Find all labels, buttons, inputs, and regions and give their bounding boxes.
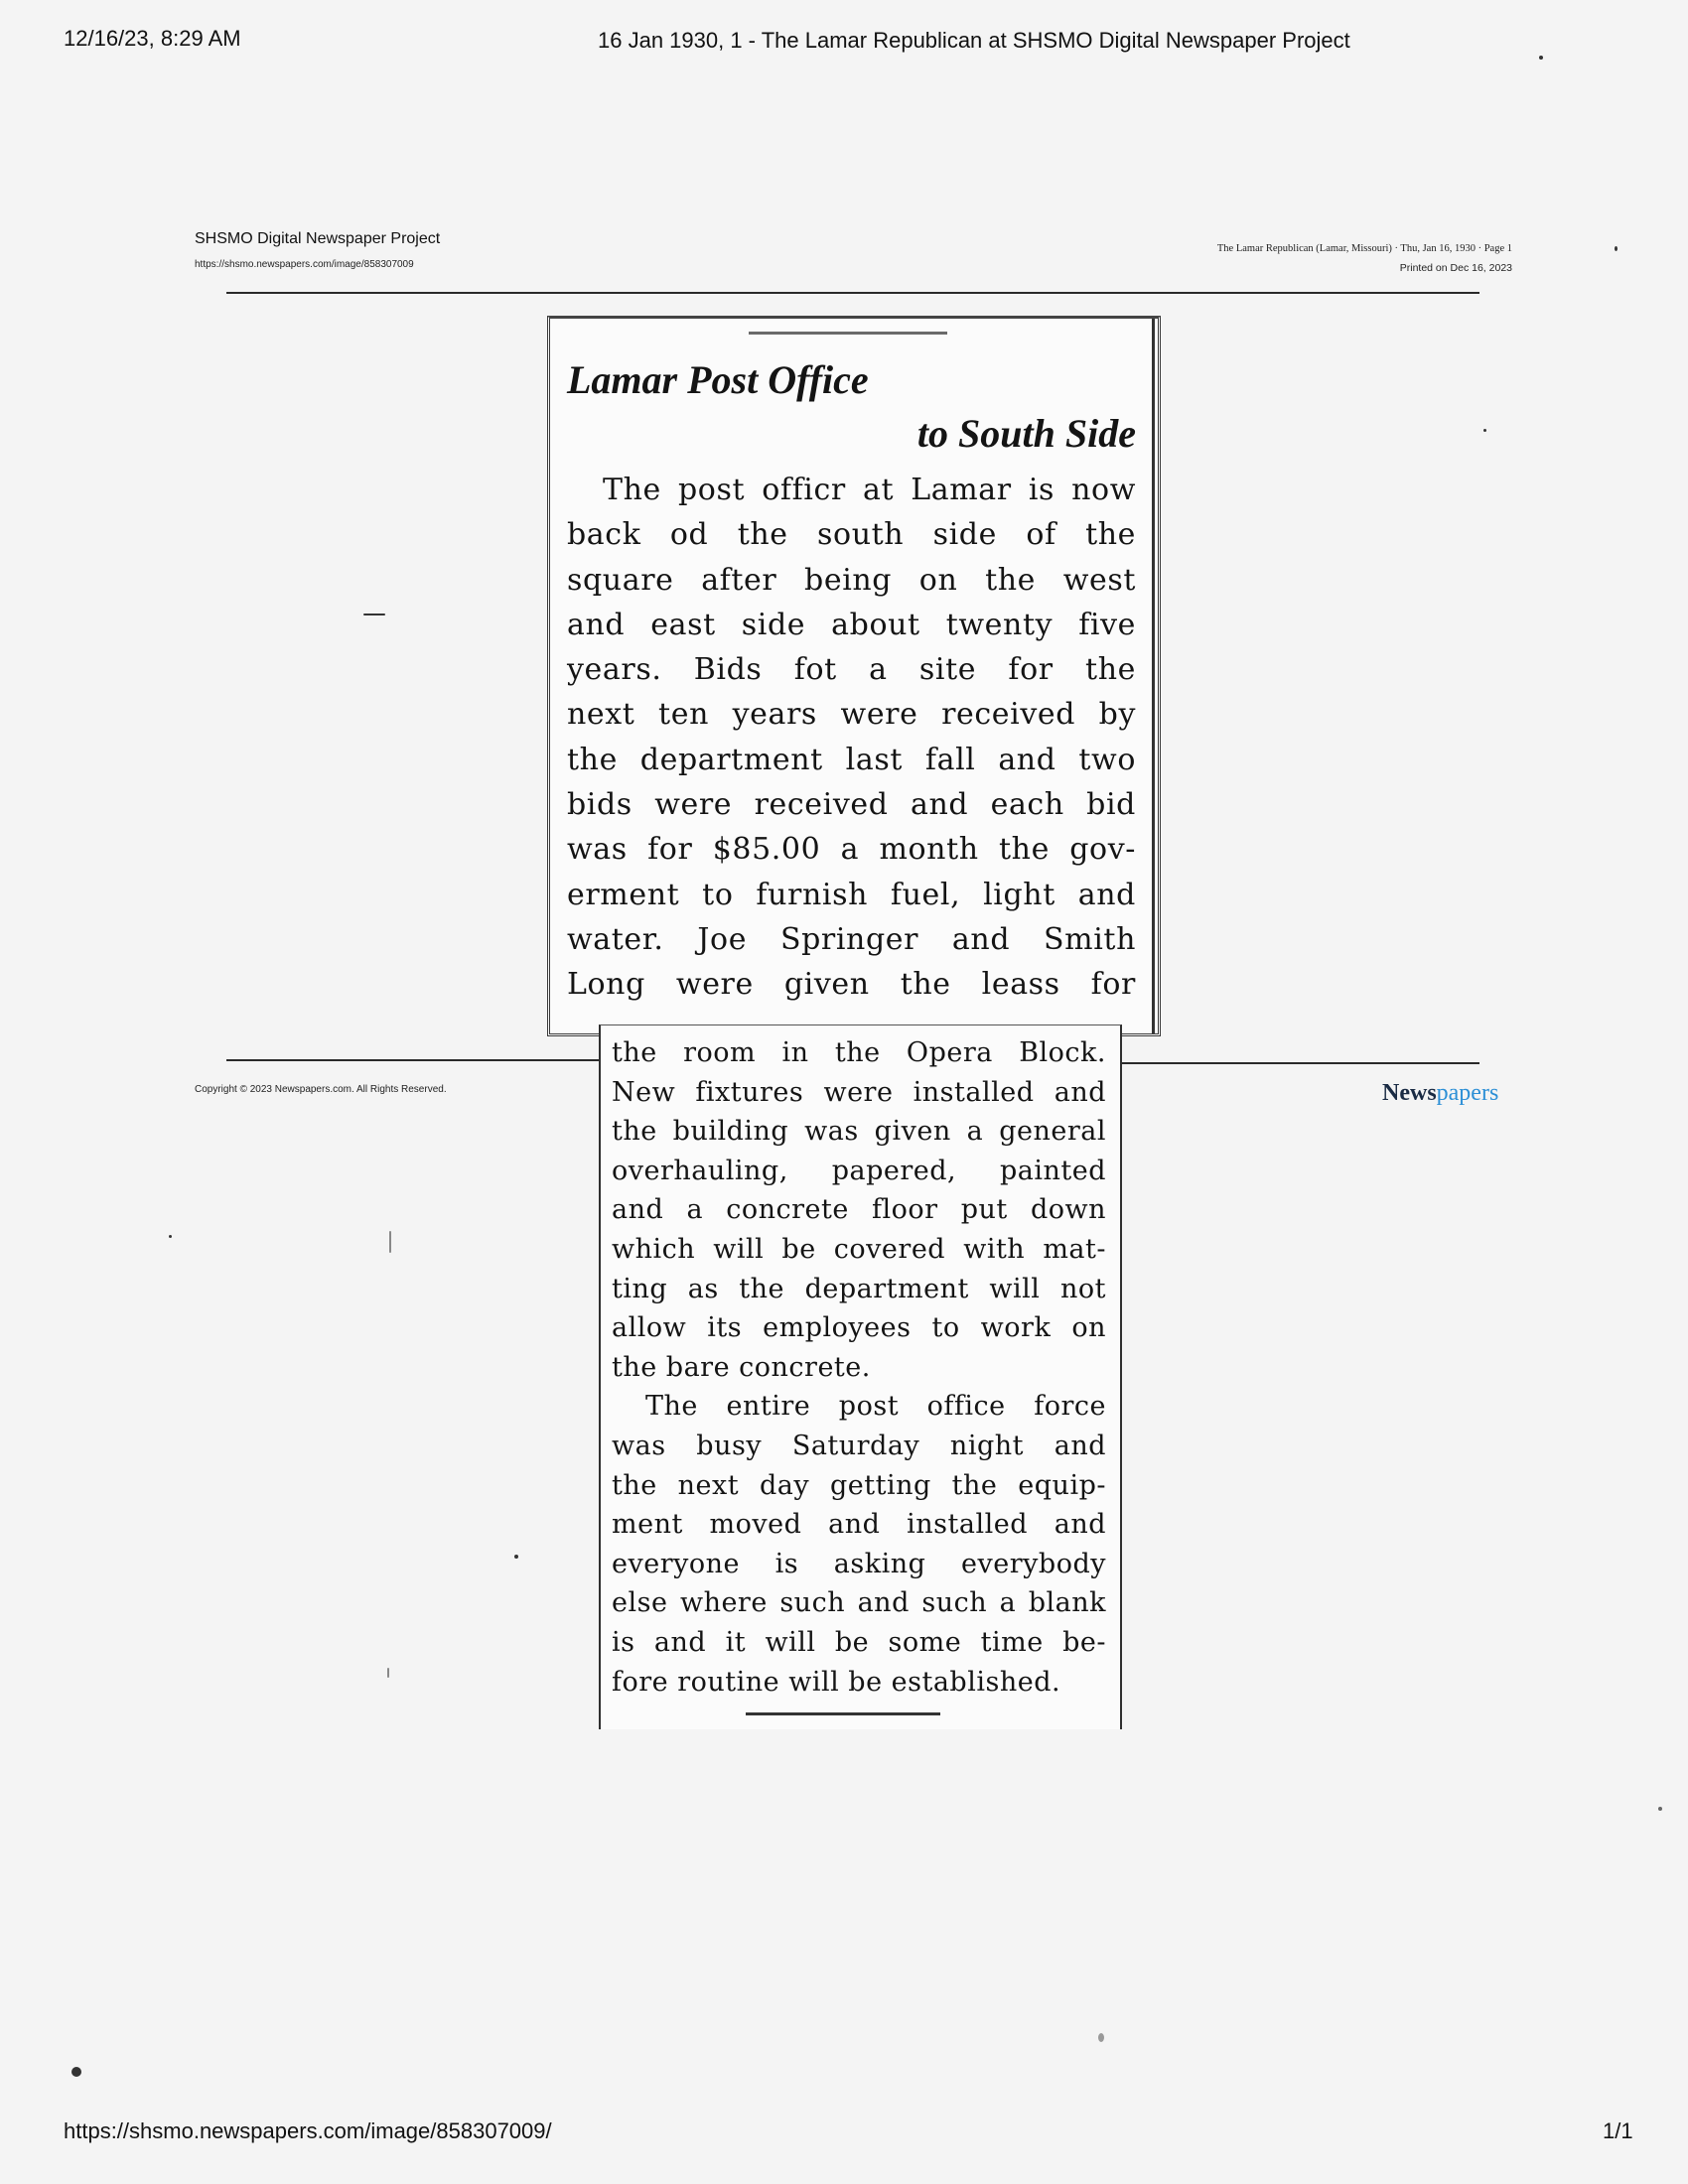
newspapers-logo	[1382, 1080, 1498, 1107]
article-body-column-2	[612, 1033, 1106, 1702]
article-text-line: the bare concrete.	[612, 1351, 871, 1383]
clipping-site-name: SHSMO Digital Newspaper Project	[195, 230, 441, 247]
scan-speck	[169, 1235, 172, 1238]
logo-text-part-1: News	[1382, 1080, 1437, 1106]
article-text-line: square after being on the west	[567, 562, 1136, 598]
article-text-line: the room in the Opera Block.	[612, 1037, 1106, 1068]
article-text-line: The post officr at Lamar is now	[603, 473, 1136, 507]
article-text-line: ment moved and installed and	[612, 1509, 1106, 1541]
article-text-line: is and it will be some time be-	[612, 1626, 1106, 1658]
article-text-line: which will be covered with mat-	[612, 1233, 1106, 1265]
scan-speck	[514, 1555, 518, 1559]
clipping-edge	[1152, 319, 1155, 1033]
article-text-line: water. Joe Springer and Smith	[567, 921, 1136, 957]
scan-speck	[1615, 246, 1618, 251]
article-headline-line-2: to South Side	[916, 411, 1136, 456]
article-text-line: years. Bids fot a site for the	[567, 652, 1136, 688]
article-text-line: allow its employees to work on	[612, 1312, 1106, 1344]
scan-speck	[387, 1668, 389, 1678]
article-text-line: and a concrete floor put down	[612, 1194, 1106, 1226]
scan-speck	[1539, 56, 1543, 60]
article-text-line: the next day getting the equip-	[612, 1469, 1106, 1501]
footer-divider-right	[1120, 1062, 1479, 1064]
clipping-source-line: The Lamar Republican (Lamar, Missouri) · Thu, Jan 16, 1930 · Page 1	[1216, 243, 1512, 254]
print-page-number: 1/1	[1603, 2118, 1633, 2143]
article-end-rule	[746, 1712, 940, 1715]
article-text-line: ting as the department will not	[612, 1273, 1106, 1304]
article-text-line: was for $85.00 a month the gov-	[567, 832, 1136, 868]
article-text-line: New fixtures were installed and	[612, 1076, 1106, 1108]
article-text-line: the building was given a general	[612, 1116, 1106, 1148]
article-text-line: erment to furnish fuel, light and	[567, 877, 1136, 912]
header-divider	[226, 292, 1479, 294]
scan-speck	[389, 1231, 391, 1253]
top-decoration-rule	[749, 332, 947, 335]
scan-speck	[363, 614, 385, 615]
article-text-line: and east side about twenty five	[567, 607, 1136, 642]
clipping-image-link[interactable]: https://shsmo.newspapers.com/image/858307009	[195, 259, 414, 270]
article-text-line: bids were received and each bid	[567, 787, 1136, 823]
scan-speck	[1483, 429, 1486, 432]
article-text-line: next ten years were received by	[567, 697, 1136, 733]
article-text-line: The entire post office force	[645, 1391, 1106, 1423]
article-text-line: fore routine will be established.	[612, 1666, 1061, 1698]
scan-speck	[71, 2067, 81, 2077]
footer-divider-left	[226, 1059, 602, 1061]
print-page-title: 16 Jan 1930, 1 - The Lamar Republican at SHSMO Digital Newspaper Project	[598, 28, 1350, 53]
article-text-line: everyone is asking everybody	[612, 1548, 1106, 1579]
clipping-printed-date: Printed on Dec 16, 2023	[1399, 262, 1512, 274]
article-headline-line-1: Lamar Post Office	[567, 357, 869, 402]
article-text-line: the department last fall and two	[567, 742, 1136, 777]
print-datetime: 12/16/23, 8:29 AM	[64, 26, 241, 51]
article-clipping-part-2	[599, 1024, 1122, 1729]
article-text-line: Long were given the leass for	[567, 967, 1136, 1003]
article-clipping-part-1	[547, 316, 1161, 1036]
scan-speck	[1658, 1807, 1662, 1811]
article-text-line: else where such and such a blank	[612, 1587, 1106, 1619]
print-page-url: https://shsmo.newspapers.com/image/858307009/	[64, 2118, 552, 2143]
article-text-line: overhauling, papered, painted	[612, 1155, 1106, 1186]
scan-speck	[1098, 2033, 1104, 2042]
logo-text-part-2: papers	[1436, 1080, 1499, 1106]
article-text-line: was busy Saturday night and	[612, 1430, 1106, 1461]
article-body-column-1	[567, 468, 1136, 1008]
article-text-line: back od the south side of the	[567, 517, 1136, 553]
copyright-notice: Copyright © 2023 Newspapers.com. All Rights Reserved.	[195, 1084, 447, 1095]
